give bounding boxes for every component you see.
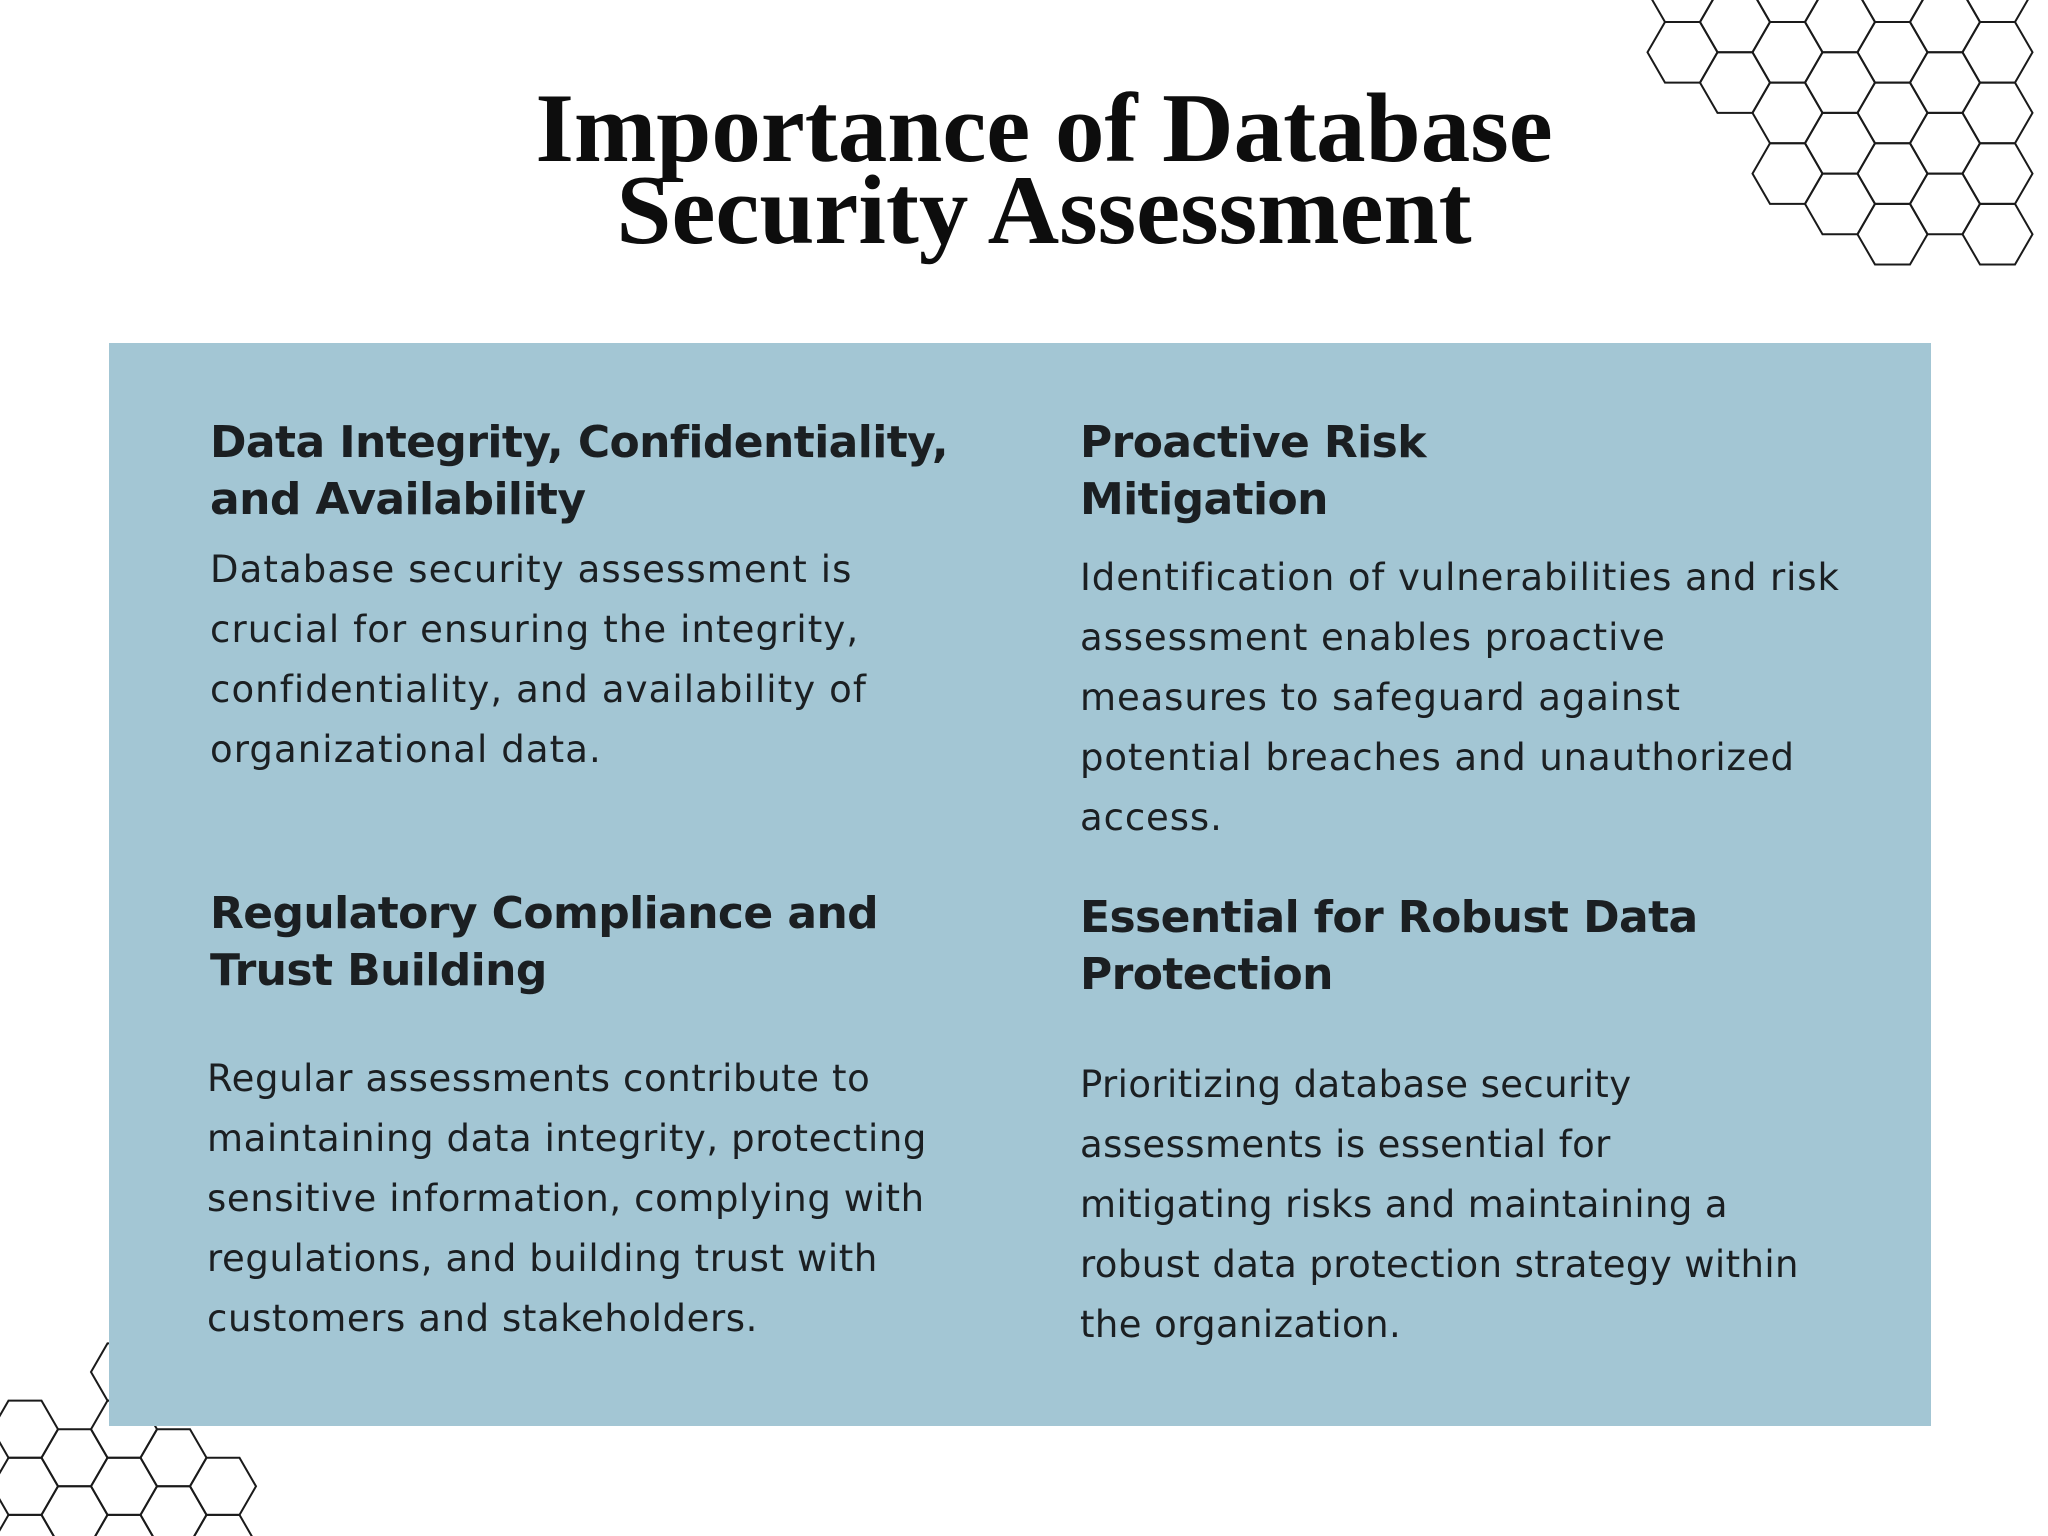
hexagon-outline: [42, 1486, 108, 1536]
card-heading: [210, 885, 970, 999]
hexagon-outline: [1648, 0, 1718, 22]
hexagon-outline: [1858, 83, 1928, 144]
hexagon-outline: [1910, 113, 1980, 174]
card-robust-data-protection: [1080, 889, 1840, 1355]
hexagon-outline: [1858, 22, 1928, 83]
hexagon-outline: [141, 1486, 207, 1536]
hexagon-outline: [1963, 83, 2033, 144]
hexagon-outline: [1963, 143, 2033, 204]
hexagon-outline: [1963, 204, 2033, 265]
hexagon-outline: [0, 1401, 58, 1458]
hexagon-outline: [0, 1458, 58, 1515]
card-heading: [1080, 414, 1840, 528]
hexagon-outline: [1648, 22, 1718, 83]
hexagon-outline: [91, 1515, 157, 1536]
card-heading-line-2: Protection: [1080, 949, 1333, 1000]
card-heading-line-2: and Availability: [210, 474, 586, 525]
hexagon-outline: [1858, 0, 1928, 22]
hexagon-outline: [1910, 174, 1980, 235]
card-heading-line-2: Mitigation: [1080, 474, 1328, 525]
page-title: [300, 74, 1788, 265]
card-heading-line-1: Essential for Robust Data: [1080, 892, 1698, 943]
hexagon-outline: [1858, 143, 1928, 204]
hexagon-outline: [1805, 113, 1875, 174]
hexagon-outline: [1858, 204, 1928, 265]
hexagon-outline: [42, 1429, 108, 1486]
card-heading: [1080, 889, 1840, 1003]
card-regulatory-compliance: [207, 885, 970, 1349]
card-heading-line-2: Trust Building: [210, 945, 547, 996]
card-body: Regular assessments contribute to maintaining data integrity, protecting sensitive information, complying with regulations, and building trust with customers and stakeholders.: [207, 1057, 928, 1340]
card-proactive-risk-mitigation: [1080, 414, 1840, 848]
card-body: Database security assessment is crucial for ensuring the integrity, confidentiality, and availability of organizational data.: [210, 548, 867, 771]
hexagon-outline: [91, 1458, 157, 1515]
hexagon-outline: [1963, 22, 2033, 83]
card-body: Prioritizing database security assessments is essential for mitigating risks and maintaining a robust data protection strategy within the organization.: [1080, 1063, 1799, 1346]
hexagon-outline: [1805, 0, 1875, 52]
hexagon-outline: [0, 1515, 58, 1536]
card-heading-line-1: Data Integrity, Confidentiality,: [210, 417, 948, 468]
hexagon-outline: [1700, 0, 1770, 52]
hexagon-outline: [190, 1515, 256, 1536]
hexagon-outline: [1910, 0, 1980, 52]
hexagon-outline: [1910, 52, 1980, 113]
hexagon-outline: [1805, 174, 1875, 235]
hexagon-outline: [141, 1429, 207, 1486]
page-title-line-1: Importance of Database: [535, 74, 1553, 183]
card-body: Identification of vulnerabilities and risk assessment enables proactive measures to safeguard against potential breaches and unauthorized access.: [1080, 556, 1840, 839]
hexagon-outline: [190, 1458, 256, 1515]
hexagon-outline: [1753, 0, 1823, 22]
card-heading: [210, 414, 970, 528]
hexagon-outline: [1805, 52, 1875, 113]
hexagon-outline: [1753, 22, 1823, 83]
card-data-integrity: [210, 414, 970, 780]
page-title-line-2: Security Assessment: [616, 156, 1472, 265]
card-heading-line-1: Regulatory Compliance and: [210, 888, 879, 939]
card-heading-line-1: Proactive Risk: [1080, 417, 1426, 468]
hexagon-outline: [1963, 0, 2033, 22]
